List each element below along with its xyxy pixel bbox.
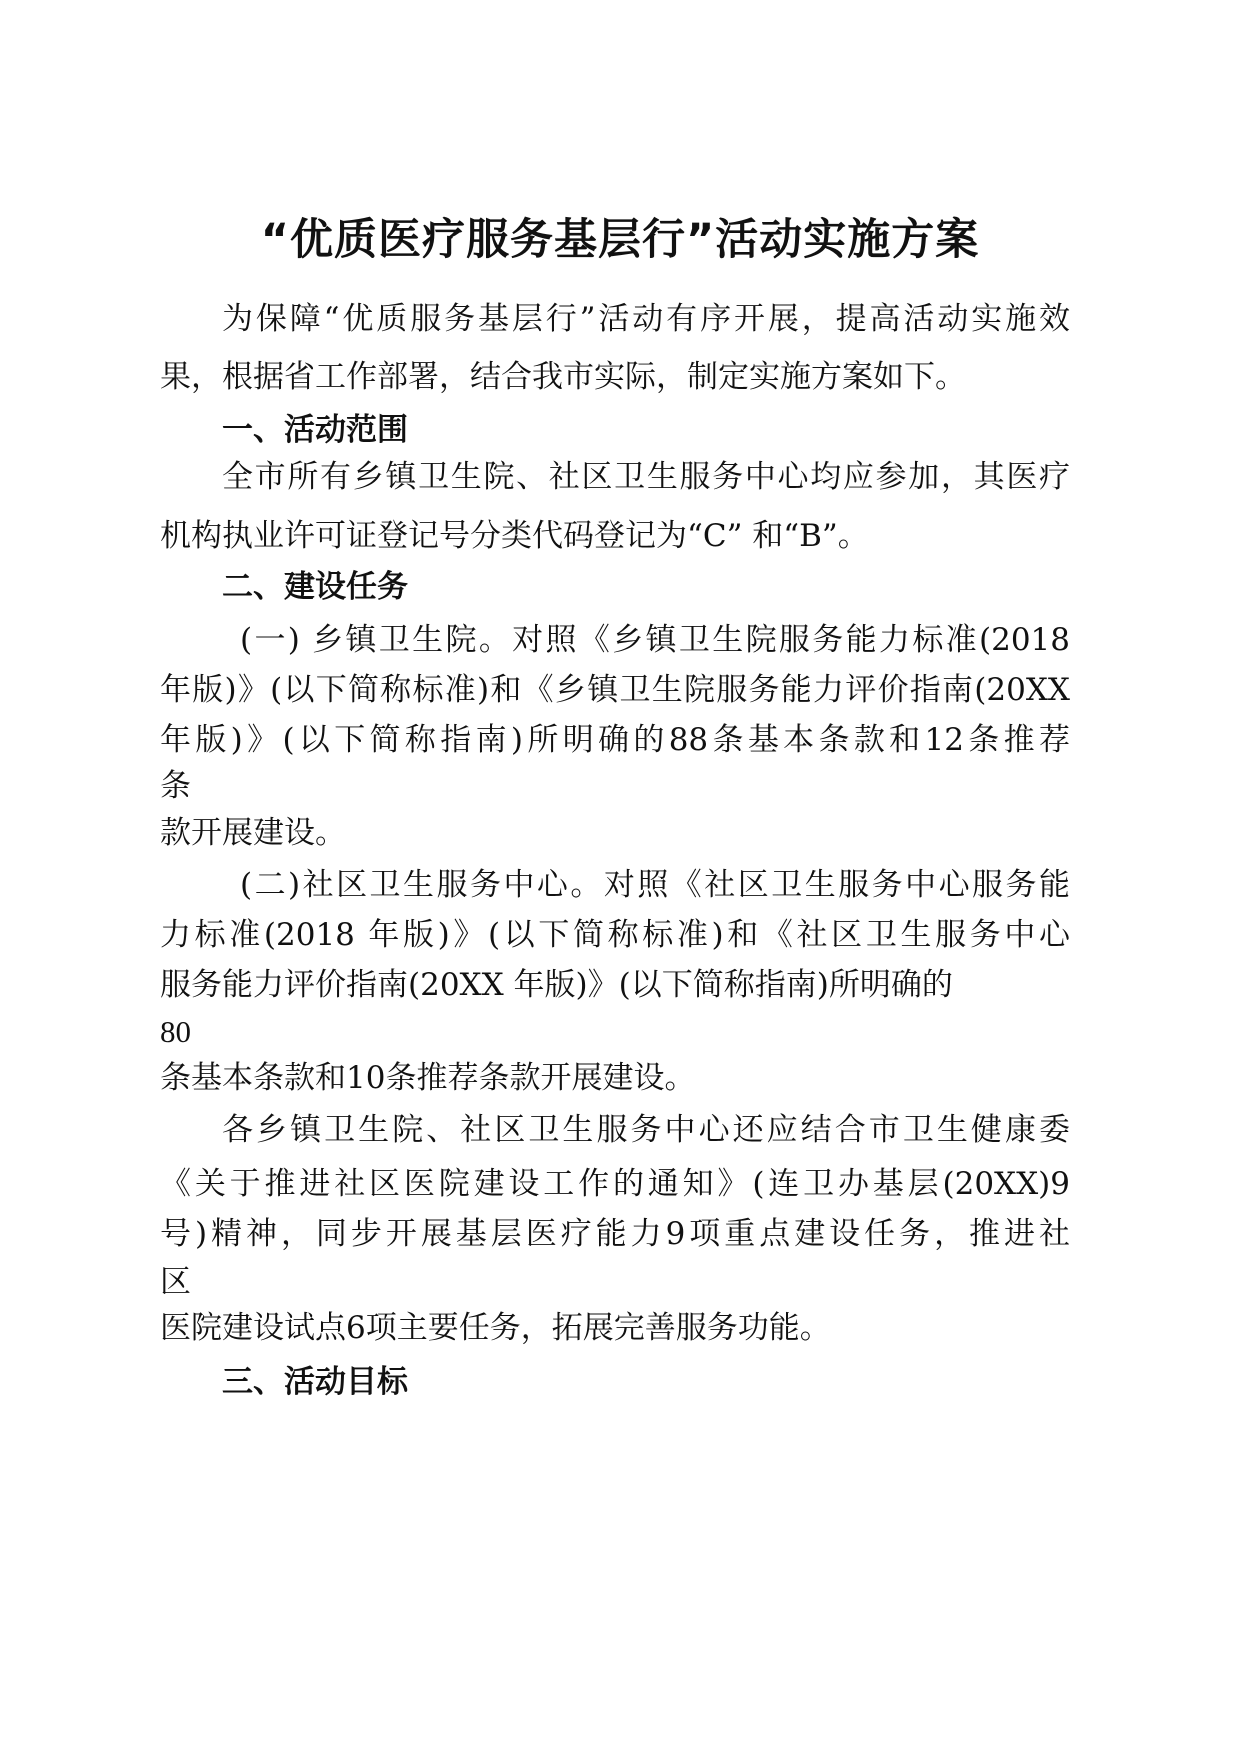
task1-line-1: (一) 乡镇卫生院。对照《乡镇卫生院服务能力标准(2018: [240, 622, 1070, 658]
task2-line-5: 条基本条款和10条推荐条款开展建设。: [160, 1060, 696, 1096]
intro-line-2: 果，根据省工作部署，结合我市实际，制定实施方案如下。: [160, 359, 966, 395]
intro-line-1: 为保障“优质服务基层行”活动有序开展，提高活动实施效: [222, 301, 1070, 337]
task1-line-5: 款开展建设。: [160, 815, 346, 851]
task3-line-4: 区: [160, 1264, 191, 1300]
document-title: “优质医疗服务基层行”活动实施方案: [260, 215, 980, 265]
section-heading-goals: 三、活动目标: [222, 1364, 408, 1400]
task3-line-3: 号)精神，同步开展基层医疗能力9项重点建设任务，推进社: [160, 1216, 1070, 1252]
task3-line-5: 医院建设试点6项主要任务，拓展完善服务功能。: [160, 1310, 831, 1346]
task3-line-2: 《关于推进社区医院建设工作的通知》(连卫办基层(20XX)9: [160, 1166, 1070, 1202]
task3-line-1: 各乡镇卫生院、社区卫生服务中心还应结合市卫生健康委: [222, 1112, 1070, 1148]
task2-line-4: 80: [160, 1014, 191, 1049]
task1-line-3: 年版)》(以下简称指南)所明确的88条基本条款和12条推荐: [160, 722, 1070, 758]
scope-line-2: 机构执业许可证登记号分类代码登记为“C” 和“B”。: [160, 518, 869, 554]
task1-line-2: 年版)》(以下简称标准)和《乡镇卫生院服务能力评价指南(20XX: [160, 672, 1070, 708]
task2-line-1: (二)社区卫生服务中心。对照《社区卫生服务中心服务能: [240, 867, 1070, 903]
section-heading-tasks: 二、建设任务: [222, 569, 408, 605]
scope-line-1: 全市所有乡镇卫生院、社区卫生服务中心均应参加，其医疗: [222, 459, 1070, 495]
task1-line-4: 条: [160, 768, 191, 804]
task2-line-2: 力标准(2018 年版)》(以下简称标准)和《社区卫生服务中心: [160, 917, 1070, 953]
section-heading-scope: 一、活动范围: [222, 412, 408, 448]
task2-line-3: 服务能力评价指南(20XX 年版)》(以下简称指南)所明确的: [160, 967, 953, 1003]
